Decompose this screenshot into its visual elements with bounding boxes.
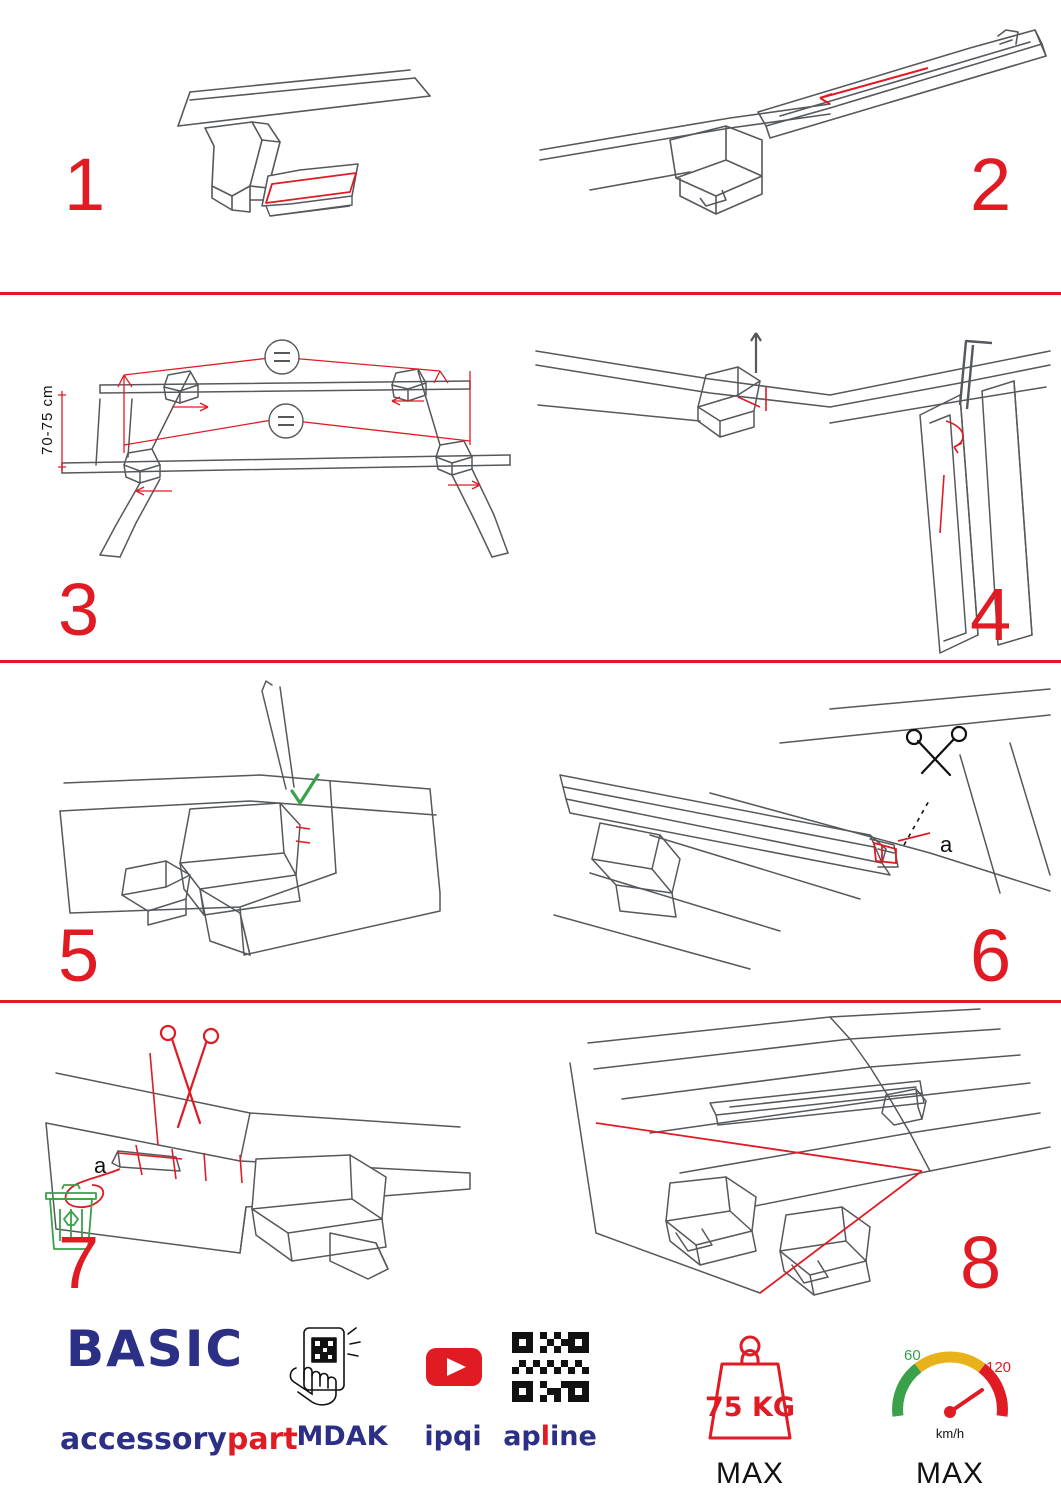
brand-part-text: part	[226, 1422, 298, 1457]
step-1-panel	[0, 0, 530, 292]
step-6-number: 6	[970, 914, 1012, 997]
speed-tick-60: 60	[904, 1347, 921, 1364]
step-2-number: 2	[970, 143, 1012, 226]
logo-mdak-caption	[282, 1421, 402, 1452]
step-3-panel	[0, 295, 530, 660]
brand-accessorypart	[60, 1422, 298, 1457]
apline-caption-part3: ine	[550, 1421, 597, 1452]
step-1-number: 1	[64, 143, 106, 226]
logo-apline	[480, 1324, 620, 1452]
max-speed-block	[860, 1320, 1040, 1491]
speedometer-icon	[860, 1320, 1040, 1450]
brand-accessory-text: accessory	[60, 1422, 227, 1457]
step-4-illustration	[530, 295, 1061, 660]
phone-qr-hand-icon	[282, 1324, 402, 1410]
logo-apline-caption	[480, 1421, 620, 1452]
step-5-panel	[0, 663, 530, 1000]
max-weight-value: 75 KG	[704, 1392, 796, 1423]
max-speed-label: MAX	[915, 1457, 984, 1490]
step-6-panel	[530, 663, 1061, 1000]
step-6-illustration	[530, 663, 1061, 1000]
step-3-illustration	[0, 295, 530, 660]
step-8-illustration	[530, 1003, 1061, 1300]
step-6-label-a: a	[940, 832, 953, 857]
weight-icon	[660, 1320, 840, 1450]
step-4-number: 4	[970, 573, 1012, 656]
step-7-panel	[0, 1003, 530, 1300]
mdak-caption-part1: MD	[296, 1421, 346, 1452]
step-7-illustration	[0, 1003, 530, 1300]
step-3-number: 3	[58, 568, 100, 651]
step-1-illustration	[0, 0, 530, 292]
speed-unit-label: km/h	[935, 1426, 965, 1441]
speed-tick-120: 120	[986, 1359, 1012, 1376]
logo-ipqi-caption: ipqi	[424, 1421, 482, 1452]
step-7-label-a: a	[94, 1153, 107, 1178]
mdak-caption-part2: A	[345, 1421, 367, 1452]
logo-mdak	[282, 1324, 402, 1452]
max-weight-block	[660, 1320, 840, 1491]
mdak-caption-part3: K	[366, 1421, 388, 1452]
step-2-panel	[530, 0, 1061, 292]
apline-caption-part2: l	[540, 1421, 550, 1452]
max-weight-label: MAX	[715, 1457, 784, 1490]
apline-caption-part1: ap	[503, 1421, 541, 1452]
footer	[0, 1300, 1061, 1500]
step-8-panel	[530, 1003, 1061, 1300]
brand-basic-title: BASIC	[66, 1320, 245, 1378]
step-2-illustration	[530, 0, 1061, 292]
qr-code-icon	[480, 1324, 620, 1410]
step-5-illustration	[0, 663, 530, 1000]
step-5-number: 5	[58, 914, 100, 997]
step-8-number: 8	[960, 1221, 1002, 1300]
step-4-panel	[530, 295, 1061, 660]
step-3-spacing-label: 70-75 cm	[39, 384, 56, 455]
step-7-number: 7	[58, 1221, 100, 1300]
